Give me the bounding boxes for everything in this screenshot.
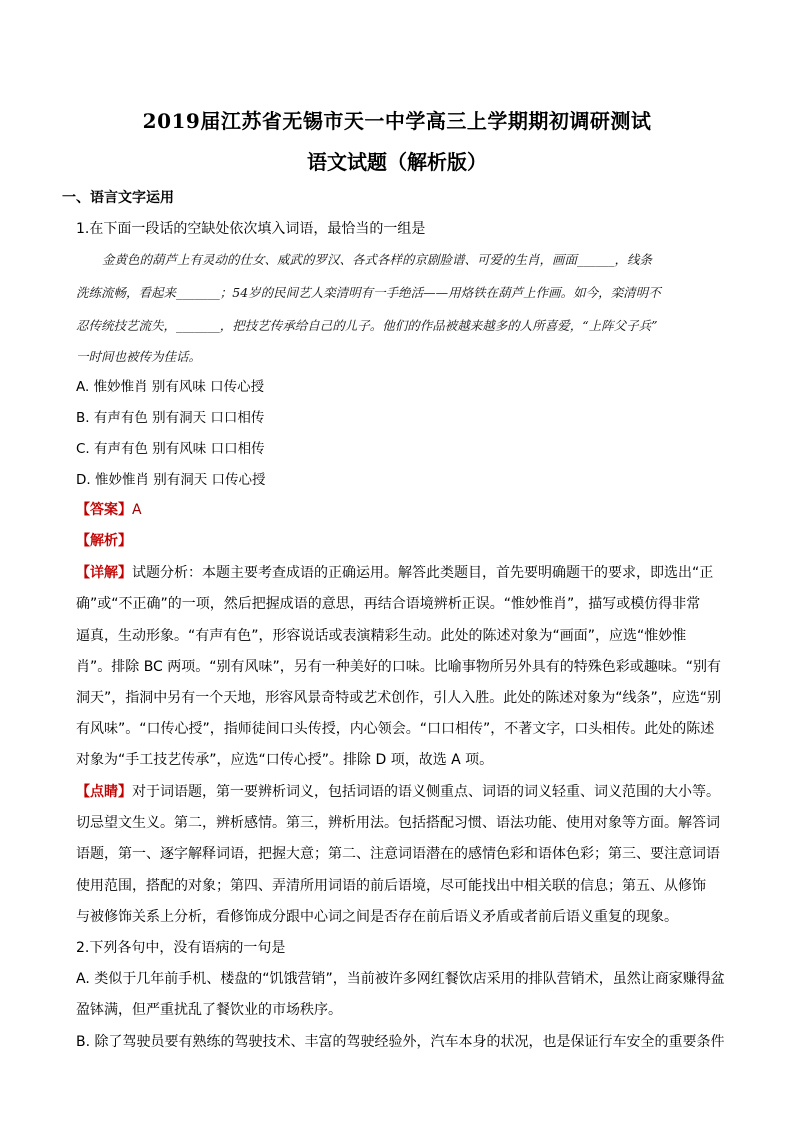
tip-tag: 【点睛】 <box>76 784 132 800</box>
passage-line: 忍传统技艺流失，_______，把技艺传承给自己的儿子。他们的作品被越来越多的人所喜爱，“上阵父子兵” <box>76 318 658 333</box>
detail-text: 确”或“不正确”的一项，然后把握成语的意思，再结合语境辨析正误。“惟妙惟肖”，描写或模仿得非常 <box>76 596 701 612</box>
detail-text: 试题分析：本题主要考查成语的正确运用。解答此类题目，首先要明确题干的要求，即选出“正 <box>132 565 714 581</box>
q2-option-b: B. 除了驾驶员要有熟练的驾驶技术、丰富的驾驶经验外，汽车本身的状况，也是保证行车安全的重要条件 <box>76 1034 725 1050</box>
answer-value: A <box>132 502 142 518</box>
option-d: D. 惟妙惟肖 别有洞天 口传心授 <box>76 472 266 488</box>
analysis-line <box>76 530 132 550</box>
tip-line <box>76 781 720 801</box>
detail-text: 肖”。排除 BC 两项。“别有风味”，另有一种美好的口味。比喻事物所另外具有的特殊色彩或趣味。“别有 <box>76 659 722 675</box>
passage-line: 金黄色的葫芦上有灵动的仕女、威武的罗汉、各式各样的京剧脸谱、可爱的生肖，画面______，线条 <box>102 252 653 267</box>
question-2-prompt: 2.下列各句中，没有语病的一句是 <box>76 940 286 956</box>
tip-text: 切忌望文生义。第二，辨析感情。第三，辨析用法。包括搭配习惯、语法功能、使用对象等方面。解答词 <box>76 815 720 831</box>
tip-text: 对于词语题，第一要辨析词义，包括词语的语义侧重点、词语的词义轻重、词义范围的大小等。 <box>132 784 720 800</box>
detail-text: 逼真，生动形象。“有声有色”，形容说话或表演精彩生动。此处的陈述对象为“画面”，应选“惟妙惟 <box>76 628 687 644</box>
detail-text: 对象为“手工技艺传承”，应选“口传心授”。排除 D 项，故选 A 项。 <box>76 752 494 768</box>
detail-line <box>76 562 713 582</box>
option-b: B. 有声有色 别有洞天 口口相传 <box>76 410 265 426</box>
option-a: A. 惟妙惟肖 别有风味 口传心授 <box>76 379 265 395</box>
answer-tag: 【答案】 <box>76 502 132 518</box>
detail-text: 洞天”，指洞中另有一个天地，形容风景奇特或艺术创作，引人入胜。此处的陈述对象为“线条”，应选“别 <box>76 690 722 706</box>
q2-option-a: 盈钵满，但严重扰乱了餐饮业的市场秩序。 <box>76 1002 342 1018</box>
detail-tag: 【详解】 <box>76 565 132 581</box>
tip-text: 语题，第一、逐字解释词语，把握大意；第二、注意词语潜在的感情色彩和语体色彩；第三、要注意词语 <box>76 846 720 862</box>
question-1-prompt: 1.在下面一段话的空缺处依次填入词语，最恰当的一组是 <box>76 221 426 237</box>
passage-line: 一时间也被传为佳话。 <box>76 349 202 364</box>
passage-line: 洗练流畅，看起来_______；54岁的民间艺人栾清明有一手绝活——用烙铁在葫芦上作画。如今，栾清明不 <box>76 285 661 300</box>
analysis-tag: 【解析】 <box>76 533 132 549</box>
tip-text: 使用范围，搭配的对象；第四、弄清所用词语的前后语境，尽可能找出中相关联的信息；第五、从修饰 <box>76 878 706 894</box>
tip-text: 与被修饰关系上分析，看修饰成分跟中心词之间是否存在前后语义矛盾或者前后语义重复的现象。 <box>76 909 678 925</box>
detail-text: 有风味”。“口传心授”，指师徒间口头传授，内心领会。“口口相传”，不著文字，口头相传。此处的陈述 <box>76 721 715 737</box>
document-subtitle: 语文试题（解析版） <box>307 150 487 174</box>
option-c: C. 有声有色 别有风味 口口相传 <box>76 441 265 457</box>
q2-option-a: A. 类似于几年前手机、楼盘的“饥饿营销”，当前被许多网红餐饮店采用的排队营销术，虽然让商家赚得盆 <box>76 971 725 987</box>
section-heading: 一、语言文字运用 <box>62 190 174 206</box>
document-title: 2019届江苏省无锡市天一中学高三上学期期初调研测试 <box>142 109 652 133</box>
answer-line <box>76 499 142 519</box>
